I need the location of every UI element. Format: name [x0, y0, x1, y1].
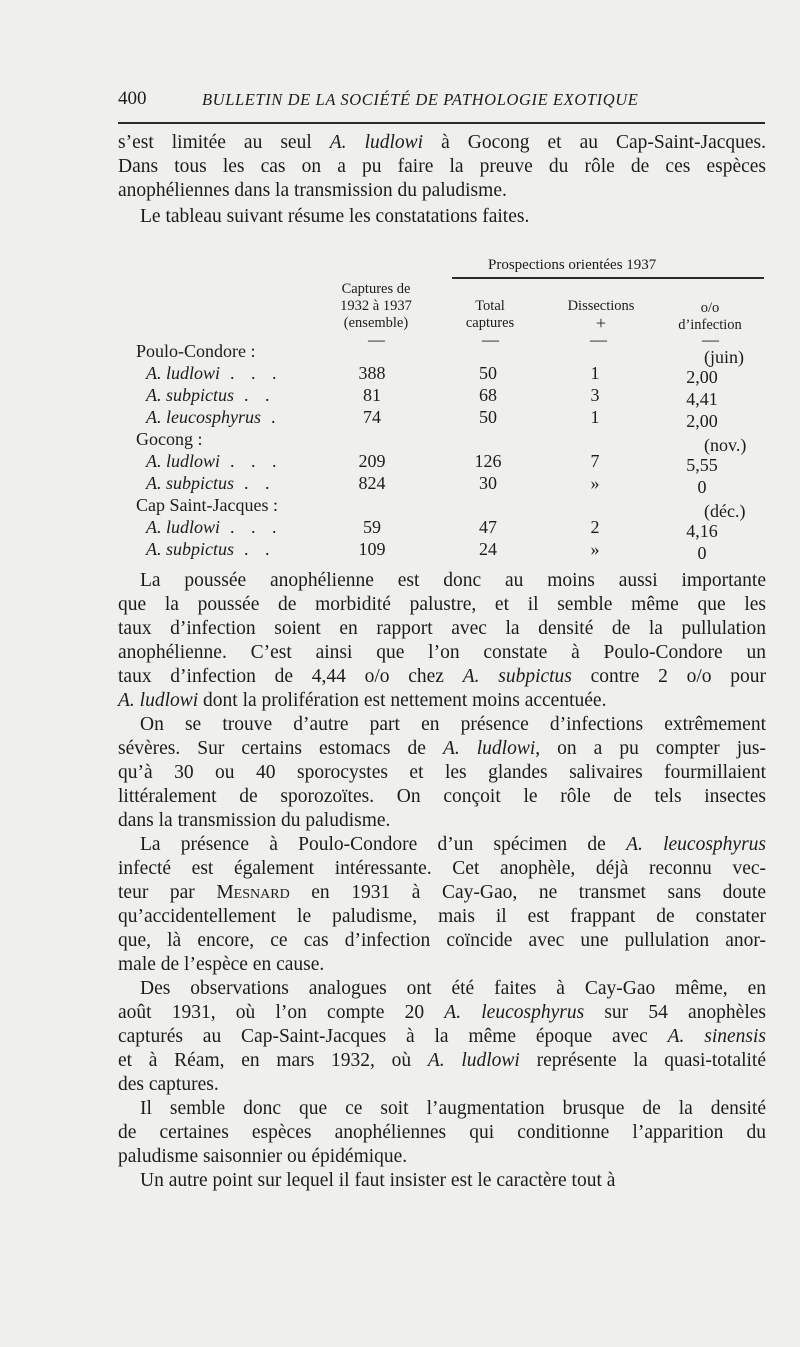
col-header-line: 1932 à 1937: [340, 298, 412, 314]
text-line: [118, 857, 766, 881]
text-run: On se trouve d’autre part en présence d’infections extrêmement: [140, 714, 766, 735]
cell-total: 24: [479, 539, 497, 559]
species-name: A. subpictus: [146, 539, 234, 559]
header-dash: —: [590, 330, 607, 349]
section-period: (juin): [704, 347, 744, 367]
text-run: représente la quasi-totalité: [519, 1050, 767, 1071]
text-line: [118, 977, 766, 1001]
text-line: [118, 929, 766, 953]
text-run: , on a pu compter jus-: [535, 738, 766, 759]
text-line: [118, 1121, 766, 1145]
cell-dissections: 2: [590, 517, 600, 537]
text-line: [118, 833, 766, 857]
cell-total: 126: [474, 451, 502, 471]
cell-captures: 109: [358, 539, 386, 559]
cell-captures: 74: [363, 407, 381, 427]
author-name: Mesnard: [216, 882, 290, 903]
species-name: A. subpictus: [146, 473, 234, 493]
text-line: [118, 905, 766, 929]
text-run: anophélienne. C’est ainsi que l’on constate à Poulo-Condore un: [118, 642, 766, 663]
intro-paragraph: [118, 131, 766, 203]
cell-total: 30: [479, 473, 497, 493]
text-run: qu’accidentellement le paludisme, mais il est frappant de constater: [118, 906, 766, 927]
section-period: (déc.): [704, 501, 746, 521]
cell-infection: 2,00: [686, 367, 718, 387]
col-header-infection: [660, 300, 760, 334]
col-header-line: +: [595, 313, 607, 333]
text-run: et à Réam, en mars 1932, où: [118, 1050, 428, 1071]
cell-captures: 81: [363, 385, 381, 405]
text-line: [118, 1169, 766, 1193]
species-name: A. ludlowi: [427, 1050, 520, 1071]
species-name: A. leucosphyrus: [444, 1002, 585, 1023]
text-line: [118, 1025, 766, 1049]
table-intro-line: [118, 205, 766, 229]
paragraph: [118, 713, 766, 833]
running-head: BULLETIN DE LA SOCIÉTÉ DE PATHOLOGIE EXOTIQUE: [202, 90, 639, 109]
text-run: Dans tous les cas on a pu faire la preuve du rôle de ces espèces: [118, 156, 766, 177]
header-dash: —: [482, 330, 499, 349]
cell-infection: 4,41: [686, 389, 718, 409]
dot-leader: . .: [244, 385, 276, 405]
species-name: A. leucosphyrus: [146, 407, 261, 427]
text-line: [118, 1001, 766, 1025]
cell-dissections: 1: [590, 363, 600, 383]
text-run: Un autre point sur lequel il faut insister est le caractère tout à: [140, 1170, 616, 1191]
section-place: Cap Saint-Jacques :: [136, 495, 278, 515]
species-name: A. ludlowi: [146, 517, 221, 537]
group-header: Prospections orientées 1937: [488, 257, 657, 273]
paragraph: [118, 1169, 766, 1193]
text-run: sévères. Sur certains estomacs de: [118, 738, 443, 759]
text-line: [118, 1049, 766, 1073]
species-name: A. subpictus: [462, 666, 572, 687]
text-run: qu’à 30 ou 40 sporocystes et les glandes salivaires fourmillaient: [118, 762, 766, 783]
species-row-label: [146, 451, 283, 472]
text-run: en 1931 à Cay-Gao, ne transmet sans doute: [289, 882, 766, 903]
cell-total: 47: [479, 517, 497, 537]
text-line: Le tableau suivant résume les constatations faites.: [140, 206, 530, 227]
species-name: A. ludlowi: [146, 363, 221, 383]
species-name: A. sinensis: [667, 1026, 766, 1047]
body-text: [118, 569, 766, 1193]
text-line: [118, 737, 766, 761]
text-run: anophéliennes dans la transmission du paludisme.: [118, 180, 507, 201]
text-run: littéralement de sporozoïtes. On conçoit le rôle de tels insectes: [118, 786, 766, 807]
col-header-line: Total: [475, 298, 505, 314]
col-header-line: Captures de: [341, 281, 411, 297]
text-run: dont la prolifération est nettement moins accentuée.: [198, 690, 607, 711]
cell-infection: 0: [697, 477, 707, 497]
col-header-line: d’infection: [678, 317, 742, 333]
text-line: [118, 1145, 766, 1169]
text-run: que la poussée de morbidité palustre, et il semble même que les: [118, 594, 766, 615]
page-header: [118, 88, 768, 118]
cell-dissections: 7: [590, 451, 600, 471]
cell-infection: 2,00: [686, 411, 718, 431]
text-line: [118, 881, 766, 905]
page-number: 400: [118, 88, 147, 109]
cell-total: 68: [479, 385, 497, 405]
text-line: [118, 131, 766, 155]
species-row-label: [146, 539, 276, 560]
text-line: [118, 785, 766, 809]
species-row-label: [146, 407, 281, 428]
text-run: Des observations analogues ont été faites à Cay-Gao même, en: [140, 978, 766, 999]
col-header-line: o/o: [700, 300, 720, 316]
dot-leader: . . .: [230, 363, 283, 383]
col-header-line: Dissections: [567, 298, 635, 314]
dot-leader: . .: [244, 473, 276, 493]
section-place: Poulo-Condore :: [136, 341, 256, 361]
cell-infection: 5,55: [686, 455, 718, 475]
text-line: [118, 1097, 766, 1121]
header-rule: [118, 122, 765, 124]
text-run: teur par: [118, 882, 217, 903]
col-header-dissections: [548, 298, 654, 332]
text-run: capturés au Cap-Saint-Jacques à la même époque avec: [118, 1026, 668, 1047]
species-row-label: [146, 473, 276, 494]
species-row-label: [146, 385, 276, 406]
text-line: [118, 569, 766, 593]
cell-captures: 824: [358, 473, 386, 493]
cell-dissections: 3: [590, 385, 600, 405]
text-run: taux d’infection de 4,44 o/o chez: [118, 666, 463, 687]
species-name: A. leucosphyrus: [626, 834, 767, 855]
text-run: paludisme saisonnier ou épidémique.: [118, 1146, 408, 1167]
cell-captures: 388: [358, 363, 386, 383]
col-header-captures: [328, 281, 424, 332]
species-row-label: [146, 363, 283, 384]
text-run: taux d’infection soient en rapport avec la densité de la pullulation: [118, 618, 766, 639]
col-header-line: captures: [465, 315, 515, 331]
text-run: que, là encore, ce cas d’infection coïncide avec une pullulation anor-: [118, 930, 766, 951]
col-header-line: (ensemble): [343, 315, 409, 331]
cell-captures: 209: [358, 451, 386, 471]
text-line: [118, 761, 766, 785]
paragraph: [118, 569, 766, 713]
dot-leader: . . .: [230, 451, 283, 471]
text-line: [118, 155, 766, 179]
text-run: dans la transmission du paludisme.: [118, 810, 391, 831]
species-name: A. ludlowi: [329, 132, 424, 153]
text-run: des captures.: [118, 1074, 219, 1095]
text-run: à Gocong et au Cap-Saint-Jacques.: [423, 132, 767, 153]
col-header-total: [450, 298, 530, 332]
text-line: [118, 713, 766, 737]
species-name: A. ludlowi: [146, 451, 221, 471]
species-name: A. ludlowi: [442, 738, 536, 759]
text-line: [118, 689, 766, 713]
cell-infection: 4,16: [686, 521, 718, 541]
cell-total: 50: [479, 363, 497, 383]
cell-dissections: »: [590, 539, 600, 559]
text-run: août 1931, où l’on compte 20: [118, 1002, 445, 1023]
cell-total: 50: [479, 407, 497, 427]
cell-dissections: »: [590, 473, 600, 493]
section-period: (nov.): [704, 435, 747, 455]
dot-leader: . . .: [230, 517, 283, 537]
paragraph: [118, 977, 766, 1097]
paragraph: [118, 1097, 766, 1169]
group-header-rule: [452, 277, 764, 279]
text-line: [118, 617, 766, 641]
text-line: [118, 179, 766, 203]
cell-captures: 59: [363, 517, 381, 537]
species-name: A. subpictus: [146, 385, 234, 405]
text-run: male de l’espèce en cause.: [118, 954, 325, 975]
text-line: [118, 665, 766, 689]
text-line: [118, 1073, 766, 1097]
text-run: La présence à Poulo-Condore d’un spécimen de: [140, 834, 627, 855]
text-line: [118, 593, 766, 617]
section-place: Gocong :: [136, 429, 203, 449]
species-name: A. ludlowi: [118, 690, 199, 711]
dot-leader: .: [270, 407, 282, 427]
text-line: [118, 953, 766, 977]
text-run: contre 2 o/o pour: [571, 666, 766, 687]
header-dash: —: [368, 330, 385, 349]
text-run: de certaines espèces anophéliennes qui conditionne l’apparition du: [118, 1122, 766, 1143]
text-run: Il semble donc que ce soit l’augmentation brusque de la densité: [140, 1098, 766, 1119]
paragraph: [118, 833, 766, 977]
species-row-label: [146, 517, 283, 538]
cell-dissections: 1: [590, 407, 600, 427]
header-dash: —: [702, 330, 719, 349]
text-line: [118, 641, 766, 665]
text-run: s’est limitée au seul: [118, 132, 330, 153]
text-line: [118, 809, 766, 833]
cell-infection: 0: [697, 543, 707, 563]
text-run: infecté est également intéressante. Cet anophèle, déjà reconnu vec-: [118, 858, 766, 879]
text-run: La poussée anophélienne est donc au moins aussi importante: [140, 570, 766, 591]
text-run: sur 54 anophèles: [584, 1002, 766, 1023]
dot-leader: . .: [244, 539, 276, 559]
